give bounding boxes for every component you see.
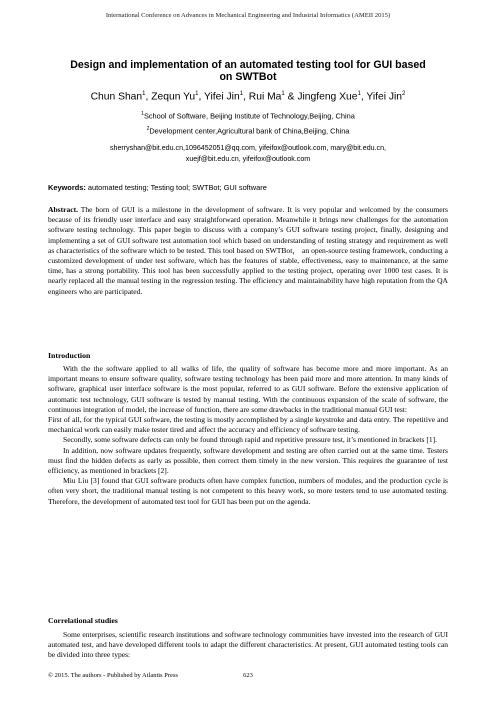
author-affiliation-mark: 1 [239,91,244,97]
keywords-label: Keywords: [48,183,86,192]
keywords [48,183,448,192]
author-list [20,91,476,102]
author-separator: & [284,91,298,103]
page-number: 623 [243,672,253,679]
author-name: Yifei Jin [204,91,240,103]
author-affiliation-mark: 1 [142,91,146,97]
email-line-1: sherryshan@bit.edu.cn,1096452051@qq.com, yifeifox@outlook.com, mary@bit.edu.cn, [109,144,387,152]
author-separator: , [145,91,152,103]
paragraph: Miu Liu [3] found that GUI software products often have complex function, numbers of modules, and the production cycle is often very short, the traditional manual testing is not competent to this heavy work, so more testers tend to use automated testing. Therefore, the development of automated test tool for GUI has been put on the agenda. [48,476,448,506]
paragraph: First of all, for the typical GUI software, the testing is mostly accomplished by a single keystroke and data entry. The repetitive and mechanical work can easily make tester tired and affect the accuracy and efficiency of software testing. [48,415,448,435]
author-name: Rui Ma [248,91,282,103]
copyright-footer: © 2015. The authors - Published by Atlantis Press [48,672,178,679]
author-affiliation-mark: 1 [195,91,199,97]
paragraph: Some enterprises, scientific research institutions and software technology communities have invested into the research of GUI automated test, and have developed different tools to adapt the different characteristics. At present, GUI automated testing tools can be divided into three types: [48,630,448,660]
author-name: Jingfeng Xue [297,91,358,103]
conference-header: International Conference on Advances in Mechanical Engineering and Industrial Informatics (AMEII 2015) [105,12,391,19]
author-separator: , [198,91,205,103]
email-list [20,143,476,165]
abstract-label: Abstract. [48,205,78,214]
author-name: Zequn Yu [151,91,196,103]
affiliation-text: Development center,Agricultural bank of China,Beijing, China [149,126,350,136]
affiliation-mark: 2 [146,126,150,132]
affiliation-mark: 1 [141,111,144,117]
paragraph: In addition, now software updates frequently, software development and testing are often carried out at the same time. Testers must find the hidden defects as early as possible, then correct them timely in the new version. This requires the guarantee of test efficiency, as mentioned in brackets [2]. [48,445,448,476]
email-line-2: xuejf@bit.edu.cn, yifeifox@outlook.com [185,155,311,163]
abstract [48,205,448,297]
title-line-2: on SWTBot [219,71,277,83]
author-affiliation-mark: 1 [281,91,285,97]
paragraph: With the the software applied to all walks of life, the quality of software has become more and more important. As an important means to ensure software quality, software testing technology has been paid more and more attention. In many kinds of software, graphical user interface software is the most popular, referred to as GUI software. Before the extensive application of automatic test technology, GUI software is tested by manual testing. With the continuous expansion of the scale of software, the continuous integration of model, the increase of function, there are some drawbacks in the traditional manual GUI test: [48,364,448,414]
introduction-body [48,364,448,507]
section-heading-correlational-studies: Correlational studies [48,616,118,625]
author-affiliation-mark: 2 [402,91,406,97]
correlational-studies-body [48,630,448,661]
affiliation-2 [20,126,476,135]
paragraph: Secondly, some software defects can only be found through rapid and repetitive pressure test, it’s mentioned in brackets [1]. [63,435,438,445]
author-name: Chun Shan [90,91,143,103]
author-separator: , [243,91,249,103]
title-line-1: Design and implementation of an automated testing tool for GUI based [70,59,426,71]
affiliation-1 [20,111,476,120]
keywords-text: automated testing; Testing tool; SWTBot; GUI software [85,183,267,192]
author-separator: , [360,91,367,103]
author-affiliation-mark: 1 [357,91,361,97]
author-name: Yifei Jin [366,91,403,103]
section-heading-introduction: Introduction [48,351,91,360]
paper-title [40,59,456,83]
affiliation-text: School of Software, Beijing Institute of Technology,Beijing, China [143,111,355,121]
abstract-text: The born of GUI is a milestone in the development of software. It is very popular and welcomed by the consumers because of its friendly user interface and easy straightforward operation. Meanwhile it brings new challenges for the automation software testing technology. This paper begin to discuss with a company’s GUI software testing project, finally, designing and implementing a set of GUI software test automation tool which based on understanding of testing strategy and requirement as well as characteristics of the software which to be tested. This tool based on SWTBot， an open-source testing framework, conducting a customized development of under test software, which has the features of stable, effectiveness, easy to maintenance, at the same time, has a strong portability. This tool has been successfully applied to the testing project, operating over 1000 test cases. It is nearly replaced all the manual testing in the regression testing. The efficiency and maintainability have high reputation from the QA engineers who are participated. [48,205,448,296]
